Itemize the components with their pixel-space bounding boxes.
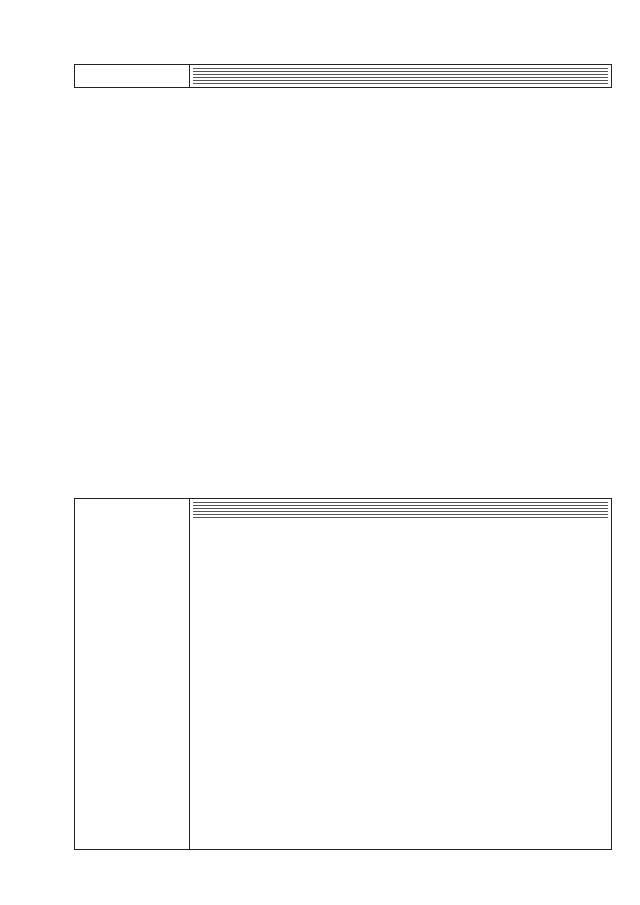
row-content [190, 65, 612, 88]
original-results-table [74, 64, 612, 88]
indicator-budget-share [193, 84, 608, 86]
row-content [190, 499, 612, 850]
row-label [75, 499, 190, 850]
table-row [75, 65, 612, 88]
indicator-budget-share [193, 518, 608, 520]
row-label [75, 65, 190, 88]
amended-results-table [74, 498, 612, 850]
table-row [75, 499, 612, 850]
